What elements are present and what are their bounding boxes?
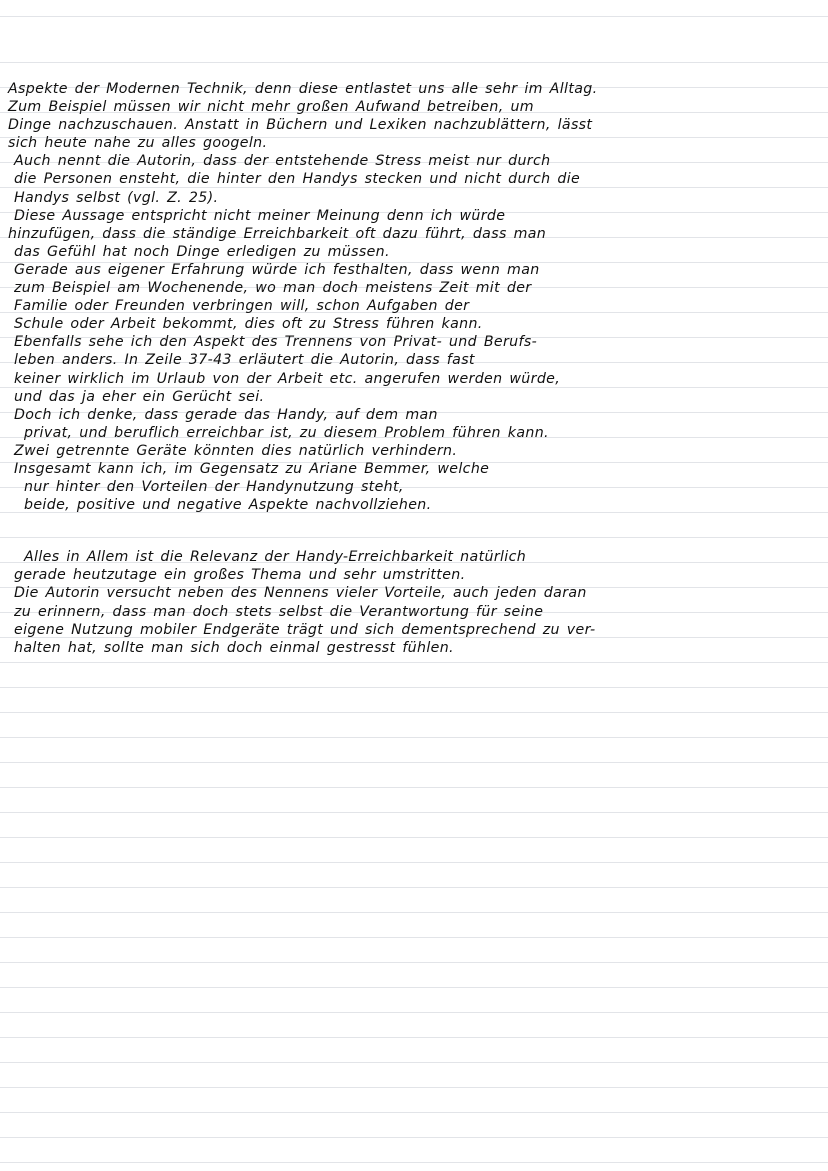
paragraph-1 [8, 80, 816, 514]
text-line: Ebenfalls sehe ich den Aspekt des Trennens von Privat- und Berufs- [14, 334, 538, 351]
paragraph-2 [8, 548, 816, 657]
text-line: beide, positive und negative Aspekte nachvollziehen. [24, 497, 432, 514]
handwritten-text [8, 80, 816, 657]
text-line: die Personen ensteht, die hinter den Handys stecken und nicht durch die [14, 171, 581, 188]
text-line: Alles in Allem ist die Relevanz der Handy-Erreichbarkeit natürlich [24, 549, 527, 566]
text-line: Handys selbst (vgl. Z. 25). [14, 189, 219, 206]
text-line: Schule oder Arbeit bekommt, dies oft zu Stress führen kann. [14, 316, 483, 333]
text-line: das Gefühl hat noch Dinge erledigen zu müssen. [14, 243, 390, 260]
text-line: gerade heutzutage ein großes Thema und sehr umstritten. [14, 567, 466, 584]
text-line: Aspekte der Modernen Technik, denn diese entlastet uns alle sehr im Alltag. [8, 81, 598, 97]
text-line: zu erinnern, dass man doch stets selbst die Verantwortung für seine [14, 603, 544, 620]
text-line: Familie oder Freunden verbringen will, schon Aufgaben der [14, 298, 470, 315]
text-line: Doch ich denke, dass gerade das Handy, auf dem man [14, 406, 438, 423]
text-line: Auch nennt die Autorin, dass der entstehende Stress meist nur durch [14, 153, 551, 170]
text-line: hinzufügen, dass die ständige Erreichbarkeit oft dazu führt, dass man [8, 225, 547, 242]
text-line: leben anders. In Zeile 37-43 erläutert die Autorin, dass fast [14, 352, 475, 369]
text-line: eigene Nutzung mobiler Endgeräte trägt und sich dementsprechend zu ver- [14, 621, 596, 638]
text-line: sich heute nahe zu alles googeln. [8, 135, 268, 152]
text-line: keiner wirklich im Urlaub von der Arbeit etc. angerufen werden würde, [14, 370, 561, 387]
text-line: und das ja eher ein Gerücht sei. [14, 388, 265, 405]
text-line: Zum Beispiel müssen wir nicht mehr großen Aufwand betreiben, um [8, 99, 534, 116]
text-line: Gerade aus eigener Erfahrung würde ich festhalten, dass wenn man [14, 261, 540, 278]
text-line: zum Beispiel am Wochenende, wo man doch meistens Zeit mit der [14, 280, 532, 297]
text-line: Die Autorin versucht neben des Nennens vieler Vorteile, auch jeden daran [14, 585, 587, 602]
text-line: halten hat, sollte man sich doch einmal gestresst fühlen. [14, 639, 454, 656]
text-line: privat, und beruflich erreichbar ist, zu diesem Problem führen kann. [24, 424, 549, 441]
text-line: Dinge nachzuschauen. Anstatt in Büchern und Lexiken nachzublättern, lässt [8, 117, 593, 134]
text-line: Insgesamt kann ich, im Gegensatz zu Ariane Bemmer, welche [14, 460, 490, 477]
text-line: Diese Aussage entspricht nicht meiner Meinung denn ich würde [14, 207, 506, 224]
text-line: nur hinter den Vorteilen der Handynutzung steht, [24, 479, 404, 496]
text-line: Zwei getrennte Geräte könnten dies natürlich verhindern. [14, 442, 458, 459]
